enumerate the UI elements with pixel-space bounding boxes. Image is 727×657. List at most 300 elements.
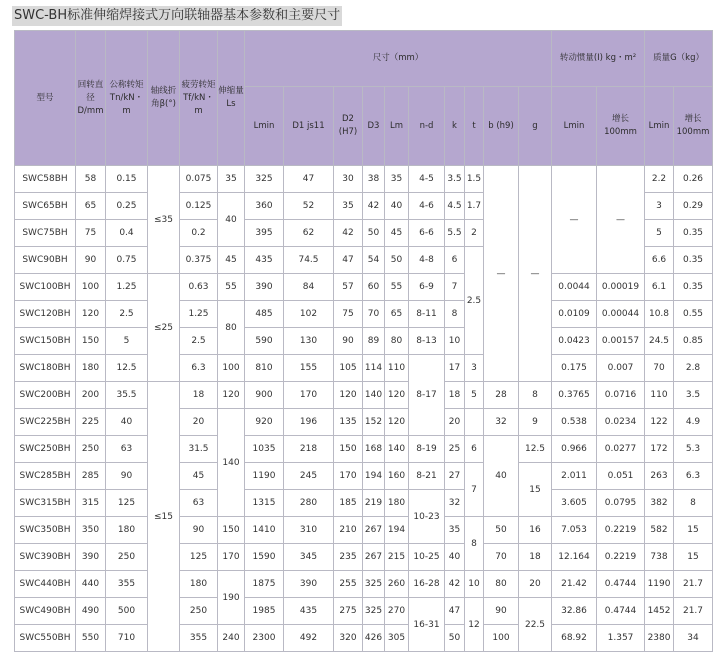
cell-inertia-increase: 0.2219 xyxy=(597,517,645,544)
cell-mass-increase: 15 xyxy=(674,544,713,571)
cell-mass-increase: 21.7 xyxy=(674,571,713,598)
table-row xyxy=(15,436,713,463)
cell-model: SWC490BH xyxy=(15,598,76,625)
cell-d2: 75 xyxy=(334,301,363,328)
cell-d3: 426 xyxy=(363,625,385,652)
cell-d3: 60 xyxy=(363,274,385,301)
cell-d2: 42 xyxy=(334,220,363,247)
cell-d1: 345 xyxy=(284,544,334,571)
cell-g: 20 xyxy=(519,571,552,598)
cell-d2: 35 xyxy=(334,193,363,220)
cell-mass-lmin: 263 xyxy=(645,463,674,490)
cell-d3: 89 xyxy=(363,328,385,355)
cell-mass-increase: 3.5 xyxy=(674,382,713,409)
cell-t: 1.7 xyxy=(465,193,484,220)
cell-b: 80 xyxy=(484,571,519,598)
cell-mass-lmin: 738 xyxy=(645,544,674,571)
cell-mass-increase: 34 xyxy=(674,625,713,652)
cell-mass-lmin: 1190 xyxy=(645,571,674,598)
cell-model: SWC90BH xyxy=(15,247,76,274)
cell-k: 35 xyxy=(445,517,465,544)
cell-lm: 65 xyxy=(385,301,409,328)
cell-d: 90 xyxy=(76,247,106,274)
spec-table xyxy=(14,30,713,652)
table-row xyxy=(15,274,713,301)
cell-inertia-lmin: 0.0423 xyxy=(552,328,597,355)
header-g: g xyxy=(519,87,552,166)
cell-d: 250 xyxy=(76,436,106,463)
cell-ls: 150 xyxy=(218,517,245,544)
cell-model: SWC225BH xyxy=(15,409,76,436)
cell-g: 18 xyxy=(519,544,552,571)
cell-g: 16 xyxy=(519,517,552,544)
cell-inertia-lmin: 0.538 xyxy=(552,409,597,436)
cell-k: 17 xyxy=(445,355,465,382)
cell-lmin: 1590 xyxy=(245,544,284,571)
cell-d1: 74.5 xyxy=(284,247,334,274)
cell-lmin: 1315 xyxy=(245,490,284,517)
header-k: k xyxy=(445,87,465,166)
cell-mass-lmin: 2.2 xyxy=(645,166,674,193)
cell-d3: 267 xyxy=(363,544,385,571)
cell-tn: 12.5 xyxy=(106,355,148,382)
cell-model: SWC58BH xyxy=(15,166,76,193)
cell-d2: 170 xyxy=(334,463,363,490)
cell-tn: 0.4 xyxy=(106,220,148,247)
cell-b: 100 xyxy=(484,625,519,652)
cell-model: SWC180BH xyxy=(15,355,76,382)
cell-mass-lmin: 70 xyxy=(645,355,674,382)
cell-d3: 42 xyxy=(363,193,385,220)
cell-lm: 80 xyxy=(385,328,409,355)
cell-t: 5 xyxy=(465,382,484,409)
cell-d1: 245 xyxy=(284,463,334,490)
cell-lmin: 1035 xyxy=(245,436,284,463)
cell-tf: 250 xyxy=(180,598,218,625)
cell-nd: 4-8 xyxy=(409,247,445,274)
cell-mass-increase: 8 xyxy=(674,490,713,517)
header-inertia-lmin: Lmin xyxy=(552,87,597,166)
cell-b: 70 xyxy=(484,544,519,571)
cell-d2: 47 xyxy=(334,247,363,274)
header-lm: Lm xyxy=(385,87,409,166)
cell-tn: 63 xyxy=(106,436,148,463)
cell-nd: 16-28 xyxy=(409,571,445,598)
cell-mass-increase: 0.55 xyxy=(674,301,713,328)
cell-tf: 180 xyxy=(180,571,218,598)
cell-nd: 4-6 xyxy=(409,193,445,220)
cell-inertia-increase: 1.357 xyxy=(597,625,645,652)
cell-model: SWC200BH xyxy=(15,382,76,409)
cell-inertia-lmin: 68.92 xyxy=(552,625,597,652)
cell-mass-lmin: 10.8 xyxy=(645,301,674,328)
cell-tn: 0.25 xyxy=(106,193,148,220)
cell-tf: 20 xyxy=(180,409,218,436)
header-stretch: 伸缩量Ls xyxy=(218,31,245,166)
cell-t: 8 xyxy=(465,517,484,571)
cell-d2: 135 xyxy=(334,409,363,436)
cell-t: 1.5 xyxy=(465,166,484,193)
header-nominal-torque: 公称转矩Tn/kN・m xyxy=(106,31,148,166)
cell-d1: 390 xyxy=(284,571,334,598)
header-d2: D2 (H7) xyxy=(334,87,363,166)
table-row xyxy=(15,382,713,409)
cell-d2: 150 xyxy=(334,436,363,463)
cell-tn: 2.5 xyxy=(106,301,148,328)
cell-lm: 55 xyxy=(385,274,409,301)
header-lmin: Lmin xyxy=(245,87,284,166)
cell-b: 28 xyxy=(484,382,519,409)
cell-model: SWC285BH xyxy=(15,463,76,490)
cell-mass-lmin: 5 xyxy=(645,220,674,247)
header-mass-lmin: Lmin xyxy=(645,87,674,166)
cell-d3: 194 xyxy=(363,463,385,490)
cell-d1: 47 xyxy=(284,166,334,193)
cell-model: SWC100BH xyxy=(15,274,76,301)
cell-tf: 355 xyxy=(180,625,218,652)
cell-ls: 80 xyxy=(218,301,245,355)
cell-lm: 40 xyxy=(385,193,409,220)
cell-inertia-increase: 0.00019 xyxy=(597,274,645,301)
cell-d: 100 xyxy=(76,274,106,301)
header-t: t xyxy=(465,87,484,166)
cell-d2: 120 xyxy=(334,382,363,409)
cell-d: 390 xyxy=(76,544,106,571)
cell-d3: 267 xyxy=(363,517,385,544)
cell-angle: ≤25 xyxy=(148,274,180,382)
cell-lm: 194 xyxy=(385,517,409,544)
cell-b: 40 xyxy=(484,436,519,517)
cell-tf: 18 xyxy=(180,382,218,409)
header-d1: D1 js11 xyxy=(284,87,334,166)
cell-d: 440 xyxy=(76,571,106,598)
cell-k: 8 xyxy=(445,301,465,328)
table-row xyxy=(15,301,713,328)
cell-d3: 38 xyxy=(363,166,385,193)
cell-mass-increase: 5.3 xyxy=(674,436,713,463)
cell-d: 225 xyxy=(76,409,106,436)
table-row xyxy=(15,328,713,355)
cell-d3: 219 xyxy=(363,490,385,517)
header-nd: n-d xyxy=(409,87,445,166)
cell-tn: 125 xyxy=(106,490,148,517)
cell-inertia-lmin: — xyxy=(552,166,597,274)
cell-d: 75 xyxy=(76,220,106,247)
cell-d1: 310 xyxy=(284,517,334,544)
cell-k: 7 xyxy=(445,274,465,301)
cell-lm: 160 xyxy=(385,463,409,490)
cell-t: 7 xyxy=(465,463,484,517)
cell-tf: 0.63 xyxy=(180,274,218,301)
header-inertia: 转动惯量(I) kg・m² xyxy=(552,31,645,87)
cell-g: 15 xyxy=(519,463,552,517)
cell-d3: 168 xyxy=(363,436,385,463)
cell-tf: 0.125 xyxy=(180,193,218,220)
cell-lmin: 900 xyxy=(245,382,284,409)
cell-nd: 10-23 xyxy=(409,490,445,544)
cell-d1: 196 xyxy=(284,409,334,436)
cell-d1: 492 xyxy=(284,625,334,652)
cell-g: 9 xyxy=(519,409,552,436)
cell-tf: 0.2 xyxy=(180,220,218,247)
cell-d: 490 xyxy=(76,598,106,625)
cell-model: SWC250BH xyxy=(15,436,76,463)
cell-k: 18 xyxy=(445,382,465,409)
cell-model: SWC440BH xyxy=(15,571,76,598)
cell-inertia-increase: 0.0234 xyxy=(597,409,645,436)
cell-t: 12 xyxy=(465,598,484,652)
table-title: SWC-BH标准伸缩焊接式万向联轴器基本参数和主要尺寸 xyxy=(12,6,342,26)
cell-model: SWC65BH xyxy=(15,193,76,220)
table-row xyxy=(15,490,713,517)
cell-k: 6 xyxy=(445,247,465,274)
cell-model: SWC120BH xyxy=(15,301,76,328)
cell-mass-lmin: 110 xyxy=(645,382,674,409)
cell-mass-increase: 0.26 xyxy=(674,166,713,193)
cell-lmin: 395 xyxy=(245,220,284,247)
cell-ls: 40 xyxy=(218,193,245,247)
cell-d1: 62 xyxy=(284,220,334,247)
cell-mass-lmin: 582 xyxy=(645,517,674,544)
cell-d1: 280 xyxy=(284,490,334,517)
cell-nd: 8-13 xyxy=(409,328,445,355)
cell-t: 3 xyxy=(465,355,484,382)
cell-tn: 0.15 xyxy=(106,166,148,193)
cell-k: 40 xyxy=(445,544,465,571)
cell-k: 4.5 xyxy=(445,193,465,220)
cell-ls: 55 xyxy=(218,274,245,301)
cell-lmin: 435 xyxy=(245,247,284,274)
cell-tn: 0.75 xyxy=(106,247,148,274)
cell-ls: 140 xyxy=(218,409,245,517)
cell-lm: 120 xyxy=(385,382,409,409)
cell-d1: 102 xyxy=(284,301,334,328)
header-row-1 xyxy=(15,31,713,87)
cell-tn: 710 xyxy=(106,625,148,652)
cell-tf: 125 xyxy=(180,544,218,571)
cell-d: 315 xyxy=(76,490,106,517)
cell-tn: 35.5 xyxy=(106,382,148,409)
cell-nd: 8-17 xyxy=(409,355,445,436)
cell-b: 90 xyxy=(484,598,519,625)
cell-ls: 35 xyxy=(218,166,245,193)
cell-inertia-lmin: 7.053 xyxy=(552,517,597,544)
cell-ls: 45 xyxy=(218,247,245,274)
table-row xyxy=(15,166,713,193)
cell-nd: 10-25 xyxy=(409,544,445,571)
cell-mass-lmin: 3 xyxy=(645,193,674,220)
cell-tn: 250 xyxy=(106,544,148,571)
cell-mass-lmin: 1452 xyxy=(645,598,674,625)
cell-mass-lmin: 2380 xyxy=(645,625,674,652)
table-row xyxy=(15,517,713,544)
cell-b: — xyxy=(484,166,519,382)
cell-d2: 185 xyxy=(334,490,363,517)
cell-tf: 6.3 xyxy=(180,355,218,382)
header-dimensions: 尺寸（mm） xyxy=(245,31,552,87)
cell-k: 47 xyxy=(445,598,465,625)
cell-lmin: 810 xyxy=(245,355,284,382)
cell-d2: 57 xyxy=(334,274,363,301)
cell-lm: 215 xyxy=(385,544,409,571)
cell-angle: ≤15 xyxy=(148,382,180,652)
cell-tf: 0.375 xyxy=(180,247,218,274)
cell-lmin: 1985 xyxy=(245,598,284,625)
header-axis-angle: 轴线折角β(°) xyxy=(148,31,180,166)
header-gyration-diameter: 回转直径D/mm xyxy=(76,31,106,166)
cell-inertia-lmin: 3.605 xyxy=(552,490,597,517)
cell-b: 50 xyxy=(484,517,519,544)
cell-nd: 8-11 xyxy=(409,301,445,328)
cell-inertia-increase: 0.00044 xyxy=(597,301,645,328)
cell-k: 50 xyxy=(445,625,465,652)
cell-d: 285 xyxy=(76,463,106,490)
cell-d3: 140 xyxy=(363,382,385,409)
table-row xyxy=(15,571,713,598)
cell-lmin: 325 xyxy=(245,166,284,193)
cell-lm: 270 xyxy=(385,598,409,625)
cell-ls: 100 xyxy=(218,355,245,382)
cell-lm: 140 xyxy=(385,436,409,463)
cell-ls: 190 xyxy=(218,571,245,625)
cell-ls: 170 xyxy=(218,544,245,571)
cell-tf: 1.25 xyxy=(180,301,218,328)
header-inertia-increase: 增长100mm xyxy=(597,87,645,166)
cell-nd: 6-9 xyxy=(409,274,445,301)
cell-mass-lmin: 382 xyxy=(645,490,674,517)
cell-k: 42 xyxy=(445,571,465,598)
cell-tn: 90 xyxy=(106,463,148,490)
cell-d: 120 xyxy=(76,301,106,328)
table-row xyxy=(15,598,713,625)
cell-lm: 180 xyxy=(385,490,409,517)
cell-lm: 45 xyxy=(385,220,409,247)
cell-d1: 170 xyxy=(284,382,334,409)
cell-k: 27 xyxy=(445,463,465,490)
header-mass-increase: 增长100mm xyxy=(674,87,713,166)
cell-d2: 105 xyxy=(334,355,363,382)
table-row xyxy=(15,544,713,571)
cell-d3: 70 xyxy=(363,301,385,328)
cell-tf: 2.5 xyxy=(180,328,218,355)
cell-lm: 110 xyxy=(385,355,409,382)
cell-inertia-increase: 0.007 xyxy=(597,355,645,382)
cell-model: SWC315BH xyxy=(15,490,76,517)
cell-d: 180 xyxy=(76,355,106,382)
cell-mass-lmin: 172 xyxy=(645,436,674,463)
cell-t: 10 xyxy=(465,571,484,598)
cell-mass-increase: 0.35 xyxy=(674,247,713,274)
cell-mass-lmin: 6.1 xyxy=(645,274,674,301)
header-mass: 质量G（kg） xyxy=(645,31,713,87)
cell-inertia-increase: 0.0795 xyxy=(597,490,645,517)
cell-tf: 31.5 xyxy=(180,436,218,463)
cell-lm: 305 xyxy=(385,625,409,652)
cell-tf: 0.075 xyxy=(180,166,218,193)
cell-mass-increase: 21.7 xyxy=(674,598,713,625)
cell-t: 6 xyxy=(465,436,484,463)
header-b: b (h9) xyxy=(484,87,519,166)
cell-inertia-increase: 0.00157 xyxy=(597,328,645,355)
cell-d: 58 xyxy=(76,166,106,193)
cell-nd: 6-6 xyxy=(409,220,445,247)
cell-lm: 260 xyxy=(385,571,409,598)
cell-lm: 50 xyxy=(385,247,409,274)
cell-inertia-increase: 0.4744 xyxy=(597,598,645,625)
cell-d3: 325 xyxy=(363,598,385,625)
cell-inertia-lmin: 0.0109 xyxy=(552,301,597,328)
cell-d1: 435 xyxy=(284,598,334,625)
cell-lmin: 920 xyxy=(245,409,284,436)
cell-inertia-lmin: 21.42 xyxy=(552,571,597,598)
cell-inertia-increase: 0.2219 xyxy=(597,544,645,571)
cell-model: SWC390BH xyxy=(15,544,76,571)
cell-b: 32 xyxy=(484,409,519,436)
cell-tn: 355 xyxy=(106,571,148,598)
cell-t xyxy=(465,409,484,436)
cell-d2: 275 xyxy=(334,598,363,625)
cell-g: 12.5 xyxy=(519,436,552,463)
cell-inertia-lmin: 12.164 xyxy=(552,544,597,571)
cell-d1: 130 xyxy=(284,328,334,355)
cell-d: 65 xyxy=(76,193,106,220)
cell-d3: 50 xyxy=(363,220,385,247)
cell-tn: 180 xyxy=(106,517,148,544)
cell-nd: 8-21 xyxy=(409,463,445,490)
cell-k: 32 xyxy=(445,490,465,517)
cell-d3: 54 xyxy=(363,247,385,274)
cell-d2: 210 xyxy=(334,517,363,544)
cell-lmin: 2300 xyxy=(245,625,284,652)
cell-lm: 35 xyxy=(385,166,409,193)
cell-inertia-lmin: 0.175 xyxy=(552,355,597,382)
cell-lmin: 1875 xyxy=(245,571,284,598)
cell-k: 5.5 xyxy=(445,220,465,247)
cell-lmin: 1410 xyxy=(245,517,284,544)
cell-d2: 235 xyxy=(334,544,363,571)
cell-d3: 114 xyxy=(363,355,385,382)
cell-lmin: 485 xyxy=(245,301,284,328)
cell-inertia-lmin: 0.3765 xyxy=(552,382,597,409)
cell-d1: 218 xyxy=(284,436,334,463)
cell-inertia-lmin: 0.0044 xyxy=(552,274,597,301)
cell-angle: ≤35 xyxy=(148,166,180,274)
cell-g: 8 xyxy=(519,382,552,409)
cell-nd: 16-31 xyxy=(409,598,445,652)
table-row xyxy=(15,463,713,490)
cell-tf: 63 xyxy=(180,490,218,517)
cell-inertia-lmin: 0.966 xyxy=(552,436,597,463)
cell-mass-increase: 2.8 xyxy=(674,355,713,382)
cell-d: 200 xyxy=(76,382,106,409)
cell-mass-increase: 15 xyxy=(674,517,713,544)
cell-tn: 5 xyxy=(106,328,148,355)
cell-k: 3.5 xyxy=(445,166,465,193)
cell-d3: 325 xyxy=(363,571,385,598)
table-row xyxy=(15,409,713,436)
cell-inertia-lmin: 32.86 xyxy=(552,598,597,625)
cell-d2: 30 xyxy=(334,166,363,193)
cell-d: 350 xyxy=(76,517,106,544)
cell-model: SWC550BH xyxy=(15,625,76,652)
cell-mass-increase: 0.85 xyxy=(674,328,713,355)
header-fatigue-torque: 疲劳转矩Tf/kN・m xyxy=(180,31,218,166)
cell-nd: 8-19 xyxy=(409,436,445,463)
cell-d: 550 xyxy=(76,625,106,652)
cell-model: SWC150BH xyxy=(15,328,76,355)
cell-d2: 255 xyxy=(334,571,363,598)
cell-mass-increase: 0.35 xyxy=(674,274,713,301)
